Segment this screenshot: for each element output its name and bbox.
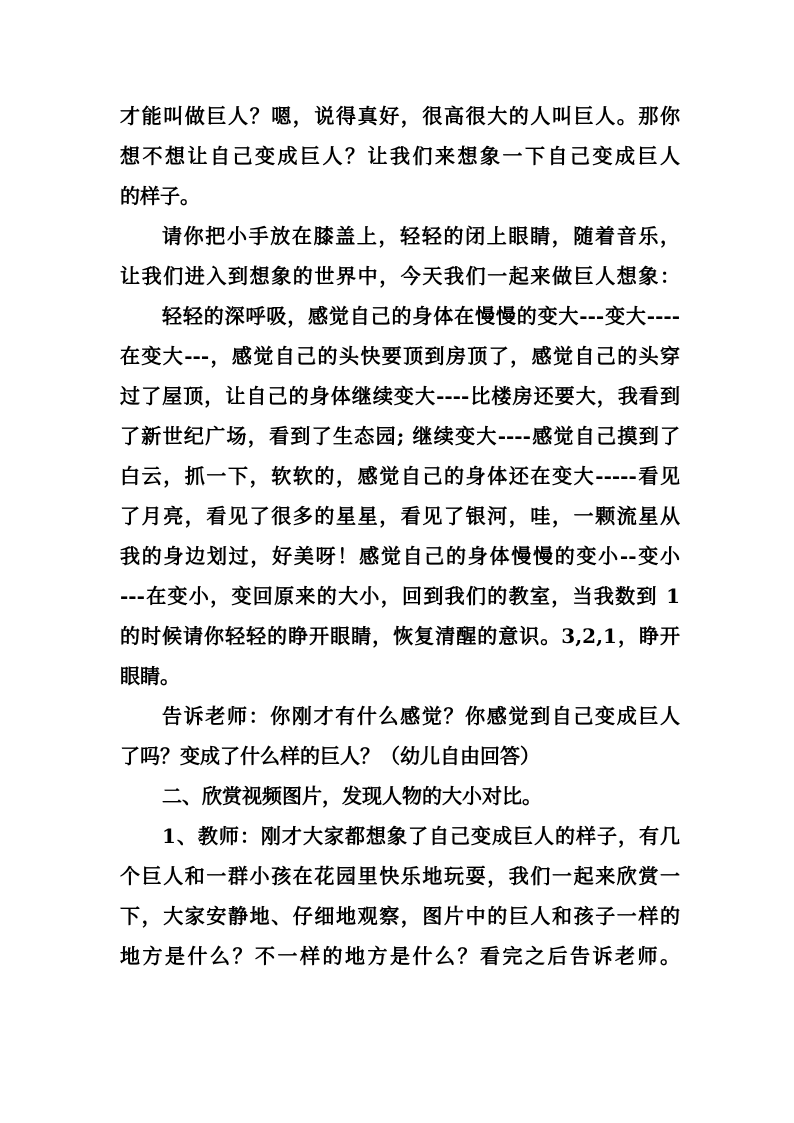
paragraph-6 — [120, 816, 680, 976]
text-line: 了吗？变成了什么样的巨人？（幼儿自由回答） — [120, 744, 540, 768]
text-line: 白云，抓一下，软软的，感觉自己的身体还在变大-----看见 — [120, 464, 680, 488]
text-line: 地方是什么？不一样的地方是什么？看完之后告诉老师。 — [120, 944, 680, 968]
text-line: 的样子。 — [120, 184, 200, 208]
text-line: 个巨人和一群小孩在花园里快乐地玩耍，我们一起来欣赏一 — [120, 864, 680, 888]
paragraph-4 — [120, 696, 680, 776]
section-heading — [120, 776, 680, 816]
text-line: 让我们进入到想象的世界中，今天我们一起来做巨人想象： — [120, 264, 680, 288]
text-line: 了月亮，看见了很多的星星，看见了银河，哇，一颗流星从 — [120, 504, 680, 528]
text-line: 请你把小手放在膝盖上，轻轻的闭上眼睛，随着音乐， — [162, 224, 680, 248]
text-line: 我的身边划过，好美呀！感觉自己的身体慢慢的变小--变小 — [120, 544, 680, 568]
text-line: 二、欣赏视频图片，发现人物的大小对比。 — [162, 784, 542, 808]
text-line: 过了屋顶，让自己的身体继续变大----比楼房还要大，我看到 — [120, 384, 680, 408]
text-line: 下，大家安静地、仔细地观察，图片中的巨人和孩子一样的 — [120, 904, 680, 928]
text-line: 了新世纪广场，看到了生态园; 继续变大----感觉自己摸到了 — [120, 424, 680, 448]
text-line: 才能叫做巨人？嗯，说得真好，很高很大的人叫巨人。那你 — [120, 104, 680, 128]
text-line: 想不想让自己变成巨人？让我们来想象一下自己变成巨人 — [120, 144, 680, 168]
text-line: ---在变小，变回原来的大小，回到我们的教室，当我数到 1 — [120, 584, 680, 608]
paragraph-3 — [120, 296, 680, 696]
text-line: 告诉老师：你刚才有什么感觉？你感觉到自己变成巨人 — [162, 704, 680, 728]
text-line: 1、教师：刚才大家都想象了自己变成巨人的样子，有几 — [162, 824, 680, 848]
text-line: 轻轻的深呼吸，感觉自己的身体在慢慢的变大---变大---- — [162, 304, 680, 328]
paragraph-2 — [120, 216, 680, 296]
text-line: 的时候请你轻轻的睁开眼睛，恢复清醒的意识。3,2,1，睁开 — [120, 624, 680, 648]
text-line: 在变大---，感觉自己的头快要顶到房顶了，感觉自己的头穿 — [120, 344, 680, 368]
document-body — [120, 96, 680, 976]
paragraph-1 — [120, 96, 680, 216]
text-line: 眼睛。 — [120, 664, 180, 688]
